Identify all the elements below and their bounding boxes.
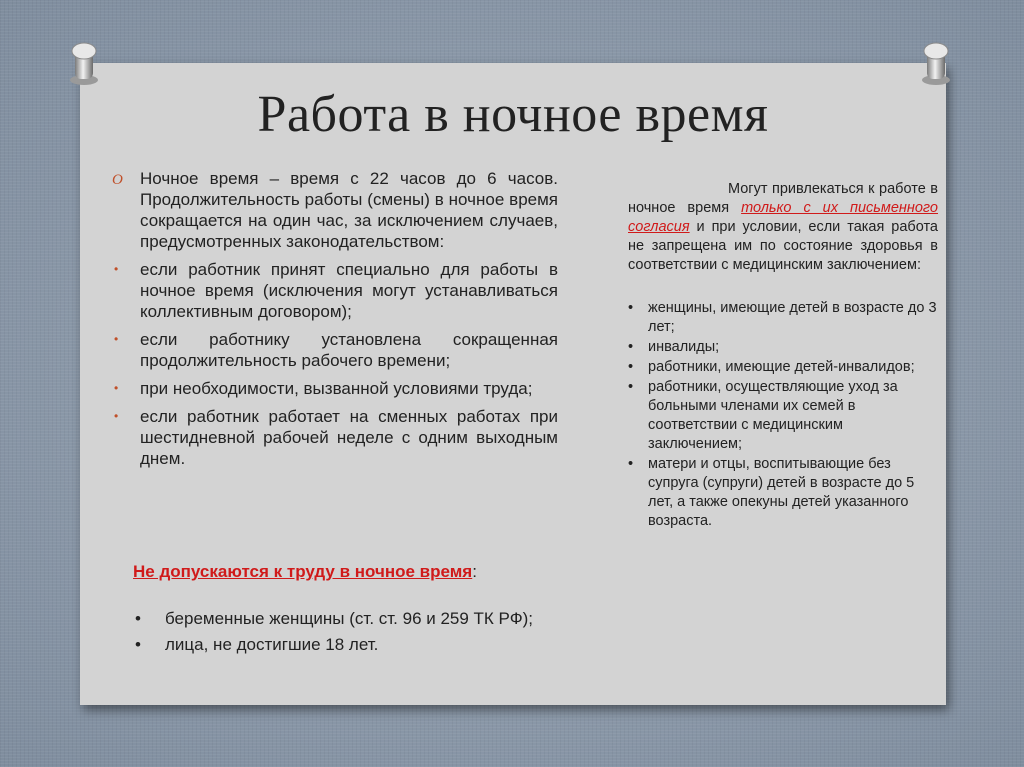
bullet-icon: • [135,609,141,628]
forbidden-section [133,562,553,660]
consent-list [628,299,938,531]
list-item [110,259,558,322]
consent-item-text: матери и отцы, воспитывающие без супруга (супруги) детей в возрасте до 5 лет, а также опекуны детей указанного возраста. [648,456,915,529]
list-item [110,329,558,371]
consent-item-text: инвалиды; [648,339,720,355]
consent-highlight: только с их письменного согласия [628,200,938,235]
list-item [628,299,938,337]
exception-text: если работник принят специально для работы в ночное время (исключения могут устанавливаться коллективным договором); [140,260,558,321]
list-item [110,406,558,469]
list-item [133,634,553,656]
night-time-rules [110,168,558,476]
pushpin-icon [66,40,102,86]
bullet-icon: • [114,381,119,395]
consent-section [628,180,938,532]
list-item [628,378,938,454]
bullet-icon: • [628,300,634,316]
consent-item-text: работники, осуществляющие уход за больными членами их семей в соответствии с медицинским заключением; [648,379,898,452]
slide-title: Работа в ночное время [257,86,769,143]
list-item [133,608,553,630]
list-item [628,338,938,357]
bullet-icon: • [628,359,634,375]
bullet-icon: • [114,332,119,346]
forbidden-list [133,608,553,656]
exception-text: при необходимости, вызванной условиями труда; [140,379,533,398]
list-item [110,168,558,252]
forbidden-heading: Не допускаются к труду в ночное время [133,562,473,581]
consent-intro [628,180,938,275]
list-item [628,358,938,377]
bullet-icon: • [114,262,119,276]
forbidden-item-text: лица, не достигшие 18 лет. [165,635,379,654]
night-time-definition: Ночное время – время с 22 часов до 6 часов. Продолжительность работы (смены) в ночное время сокращается на один час, за исключением случаев, предусмотренных законодательством: [140,169,558,251]
list-item [110,378,558,399]
bullet-icon: • [135,635,141,654]
bullet-icon: • [628,379,634,395]
exception-text: если работник работает на сменных работах при шестидневной рабочей неделе с одним выходным днем. [140,407,558,468]
consent-item-text: женщины, имеющие детей в возрасте до 3 лет; [648,300,937,335]
consent-intro-tail: и при условии, если такая работа не запрещена им по состояние здоровья в соответствии с медицинским заключением: [628,219,938,273]
bullet-icon: • [114,409,119,423]
heading-colon: : [472,562,477,581]
consent-intro-text: Могут привлекаться к работе в ночное время [628,181,938,216]
exception-text: если работнику установлена сокращенная продолжительность рабочего времени; [140,330,558,370]
pushpin-icon [918,40,954,86]
consent-item-text: работники, имеющие детей-инвалидов; [648,359,915,375]
bullet-icon: • [628,339,634,355]
forbidden-item-text: беременные женщины (ст. ст. 96 и 259 ТК РФ); [165,609,534,628]
ring-bullet-icon: O [112,172,123,188]
list-item [628,455,938,531]
bullet-icon: • [628,456,634,472]
